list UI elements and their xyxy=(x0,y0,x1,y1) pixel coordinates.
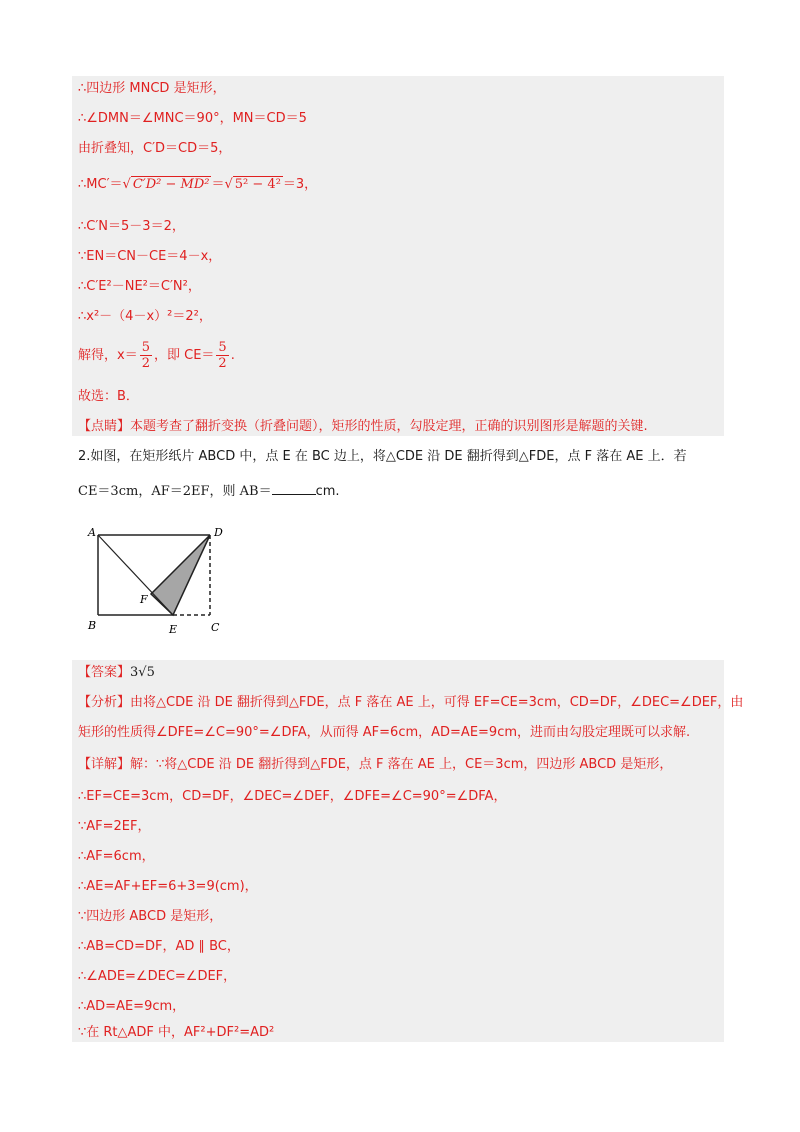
detail-line: ∴AB=CD=DF，AD ∥ BC， xyxy=(78,939,240,954)
numerator: 5 xyxy=(218,340,227,355)
text-fragment: ＝3， xyxy=(282,177,318,192)
radical-sign: √ xyxy=(122,177,131,192)
radicand: 5² − 4² xyxy=(234,177,281,192)
question-condition: CE＝3cm，AF＝2EF，则 AB＝ xyxy=(78,484,272,499)
detail-line: ∴AD=AE=9cm， xyxy=(78,999,186,1014)
geometry-figure xyxy=(84,522,244,642)
fraction-line xyxy=(78,340,235,371)
denominator: 2 xyxy=(141,356,150,371)
text-line: ∴四边形 MNCD 是矩形， xyxy=(78,81,226,96)
question-line-2 xyxy=(78,482,340,501)
vertex-label-c: C xyxy=(211,621,220,634)
detail-line: ∴AF=6cm， xyxy=(78,849,155,864)
text-line: ∵EN＝CN－CE＝4－x， xyxy=(78,249,222,264)
text-fragment: 解得，x＝ xyxy=(78,348,138,363)
sqrt-line xyxy=(78,176,317,194)
remark-line xyxy=(78,418,648,436)
text-line: ∴C′N＝5－3＝2， xyxy=(78,219,185,234)
answer-value: 3√5 xyxy=(130,665,155,680)
answer-line xyxy=(78,664,155,682)
detail-line: ∴∠ADE=∠DEC=∠DEF， xyxy=(78,969,237,984)
vertex-label-e: E xyxy=(169,623,178,636)
analysis-text: 由将△CDE 沿 DE 翻折得到△FDE，点 F 落在 AE 上，可得 EF=CE=3cm，CD=DF，∠DEC=∠DEF，由 xyxy=(130,695,744,710)
detail-line: ∵AF=2EF， xyxy=(78,819,151,834)
text-line: ∴C′E²－NE²＝C′N²， xyxy=(78,279,201,294)
denominator: 2 xyxy=(218,356,227,371)
detail-line: ∴EF=CE=3cm，CD=DF，∠DEC=∠DEF，∠DFE=∠C=90°=∠DFA， xyxy=(78,789,507,804)
fraction xyxy=(140,340,152,371)
detail-tag: 【详解】 xyxy=(78,757,131,772)
detail-text: 解：∵将△CDE 沿 DE 翻折得到△FDE，点 F 落在 AE 上，CE＝3cm，四边形 ABCD 是矩形， xyxy=(130,757,673,772)
detail-line: ∵四边形 ABCD 是矩形， xyxy=(78,909,223,924)
text-fragment: ，即 CE＝ xyxy=(153,348,215,363)
detail-line: ∴AE=AF+EF=6+3=9(cm)， xyxy=(78,879,258,894)
vertex-label-d: D xyxy=(214,526,223,539)
text-line: 由折叠知，C′D＝CD＝5， xyxy=(78,141,232,156)
vertex-label-b: B xyxy=(88,619,97,632)
analysis-line-1 xyxy=(78,694,743,712)
text-line: ∴x²－（4－x）²＝2²， xyxy=(78,309,212,324)
edge-ae xyxy=(98,535,173,615)
radicand: C′D² − MD² xyxy=(132,177,210,192)
answer-blank xyxy=(272,482,316,495)
text-fragment: . xyxy=(230,348,235,363)
question-line-1: 2.如图，在矩形纸片 ABCD 中，点 E 在 BC 边上，将△CDE 沿 DE 翻折得到△FDE，点 F 落在 AE 上．若 xyxy=(78,449,687,464)
unit-label: cm. xyxy=(315,484,340,499)
radical-sign: √ xyxy=(224,177,233,192)
text-fragment: ∴MC′＝ xyxy=(78,177,123,192)
analysis-line-2: 矩形的性质得∠DFE=∠C=90°=∠DFA，从而得 AF=6cm，AD=AE=9cm，进而由勾股定理既可以求解. xyxy=(78,725,691,740)
vertex-label-a: A xyxy=(88,526,96,539)
text-line: ∴∠DMN＝∠MNC＝90°，MN＝CD＝5 xyxy=(78,111,307,126)
numerator: 5 xyxy=(141,340,150,355)
answer-tag: 【答案】 xyxy=(78,665,131,680)
text-fragment: ＝ xyxy=(211,177,225,192)
shaded-triangle-fde xyxy=(151,535,210,615)
remark-tag: 【点睛】 xyxy=(78,419,131,434)
fraction xyxy=(216,340,228,371)
text-line: 故选：B． xyxy=(78,389,139,404)
vertex-label-f: F xyxy=(140,593,148,606)
detail-line-1 xyxy=(78,756,672,774)
remark-text: 本题考查了翻折变换（折叠问题），矩形的性质，勾股定理，正确的识别图形是解题的关键. xyxy=(130,419,648,434)
analysis-tag: 【分析】 xyxy=(78,695,131,710)
detail-line: ∵在 Rt△ADF 中，AF²+DF²=AD² xyxy=(78,1025,275,1040)
